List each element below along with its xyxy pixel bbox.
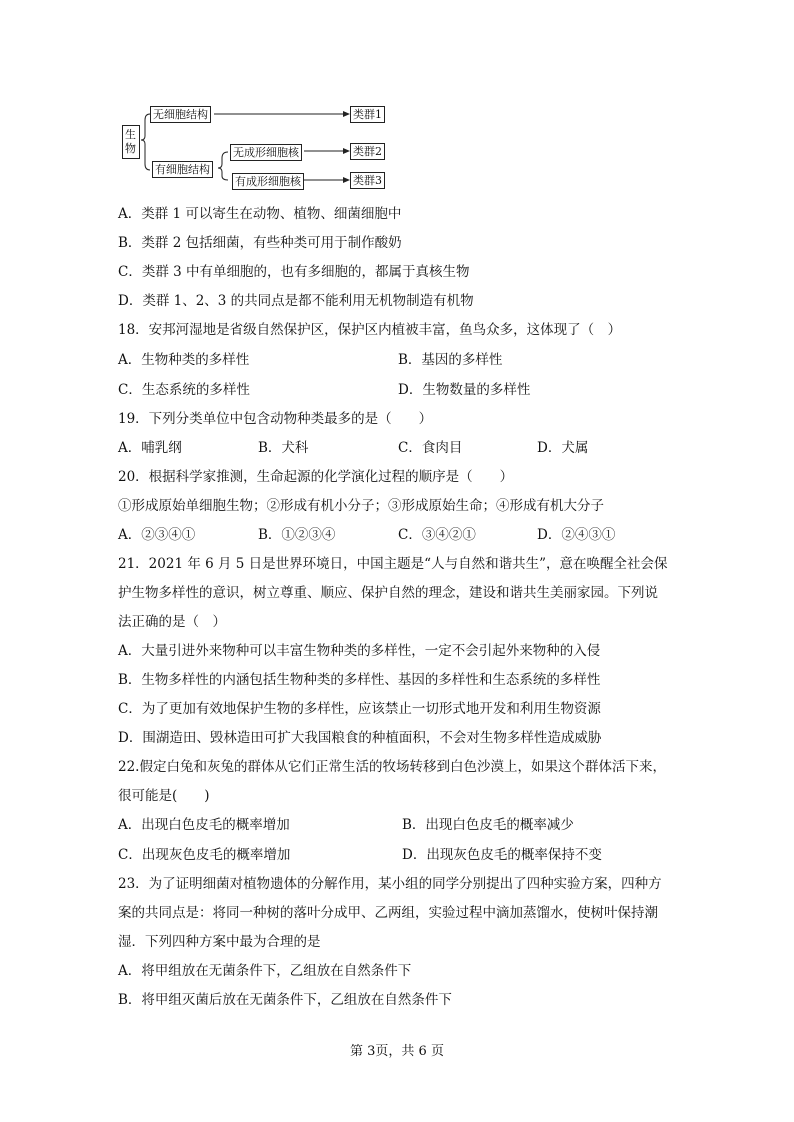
group1-box: 类群1	[350, 106, 385, 123]
q21-option-c: C．为了更加有效地保护生物的多样性，应该禁止一切形式地开发和利用生物资源	[118, 701, 601, 717]
q22-option-c: C．出现灰色皮毛的概率增加	[118, 847, 291, 863]
q21-stem-line-2: 护生物多样性的意识，树立尊重、顺应、保护自然的理念，建设和谐共生美丽家园。下列说	[118, 585, 658, 601]
q20-option-c: C．③④②①	[398, 527, 476, 543]
q22-option-a: A．出现白色皮毛的概率增加	[118, 817, 290, 833]
q21-option-d: D．围湖造田、毁林造田可扩大我国粮食的种植面积，不会对生物多样性造成威胁	[118, 730, 602, 746]
has-cell-structure-box: 有细胞结构	[152, 161, 213, 178]
q22-option-d: D．出现灰色皮毛的概率保持不变	[402, 847, 602, 863]
q19-option-d: D．犬属	[537, 440, 589, 456]
group2-box: 类群2	[350, 143, 385, 160]
q22-option-b: B．出现白色皮毛的概率减少	[402, 817, 574, 833]
q23-stem-line-3: 湿．下列四种方案中最为合理的是	[118, 934, 321, 950]
no-nucleus-box: 无成形细胞核	[230, 144, 302, 161]
q19-option-c: C．食肉目	[398, 440, 463, 456]
q17-option-d: D．类群 1、2、3 的共同点是都不能利用无机物制造有机物	[118, 293, 474, 309]
q21-stem-line-1: 21．2021 年 6 月 5 日是世界环境日，中国主题是“人与自然和谐共生”，意在唤醒全社会保	[118, 556, 668, 572]
q21-option-a: A．大量引进外来物种可以丰富生物种类的多样性，一定不会引起外来物种的入侵	[118, 643, 601, 659]
q17-option-a: A．类群 1 可以寄生在动物、植物、细菌细胞中	[118, 206, 402, 222]
q22-stem-line-1: 22.假定白兔和灰兔的群体从它们正常生活的牧场转移到白色沙漠上，如果这个群体活下来，	[118, 759, 666, 775]
q18-option-a: A．生物种类的多样性	[118, 352, 250, 368]
classification-diagram	[118, 98, 398, 194]
q20-sub: ①形成原始单细胞生物；②形成有机小分子；③形成原始生命；④形成有机大分子	[118, 498, 604, 514]
q18-option-c: C．生态系统的多样性	[118, 382, 250, 398]
q20-option-d: D．②④③①	[537, 527, 616, 543]
q18-option-d: D．生物数量的多样性	[398, 382, 531, 398]
q21-option-b: B．生物多样性的内涵包括生物种类的多样性、基因的多样性和生态系统的多样性	[118, 672, 601, 688]
q23-option-a: A．将甲组放在无菌条件下，乙组放在自然条件下	[118, 963, 412, 979]
has-nucleus-box: 有成形细胞核	[232, 173, 304, 190]
q19-stem: 19．下列分类单位中包含动物种类最多的是（ ）	[118, 411, 433, 427]
q19-option-a: A．哺乳纲	[118, 440, 182, 456]
q19-option-b: B．犬科	[258, 440, 309, 456]
root-box: 生物	[122, 125, 140, 159]
q23-option-b: B．将甲组灭菌后放在无菌条件下，乙组放在自然条件下	[118, 992, 452, 1008]
q18-option-b: B．基因的多样性	[398, 352, 503, 368]
q20-stem: 20．根据科学家推测，生命起源的化学演化过程的顺序是（ ）	[118, 469, 514, 485]
q23-stem-line-2: 案的共同点是：将同一种树的落叶分成甲、乙两组，实验过程中滴加蒸馏水，使树叶保持潮	[118, 905, 658, 921]
q21-stem-line-3: 法正确的是（ ）	[118, 614, 226, 630]
q20-option-a: A．②③④①	[118, 527, 196, 543]
q17-option-c: C．类群 3 中有单细胞的，也有多细胞的，都属于真核生物	[118, 264, 470, 280]
page-footer: 第 3页，共 6 页	[350, 1044, 444, 1059]
q20-option-b: B．①②③④	[258, 527, 336, 543]
no-cell-structure-box: 无细胞结构	[150, 106, 211, 123]
q18-stem: 18．安邦河湿地是省级自然保护区，保护区内植被丰富，鱼鸟众多，这体现了（ ）	[118, 322, 622, 338]
group3-box: 类群3	[350, 172, 385, 189]
q22-stem-line-2: 很可能是( )	[118, 788, 210, 804]
q17-option-b: B．类群 2 包括细菌，有些种类可用于制作酸奶	[118, 235, 402, 251]
q23-stem-line-1: 23．为了证明细菌对植物遗体的分解作用，某小组的同学分别提出了四种实验方案，四种方	[118, 876, 662, 892]
